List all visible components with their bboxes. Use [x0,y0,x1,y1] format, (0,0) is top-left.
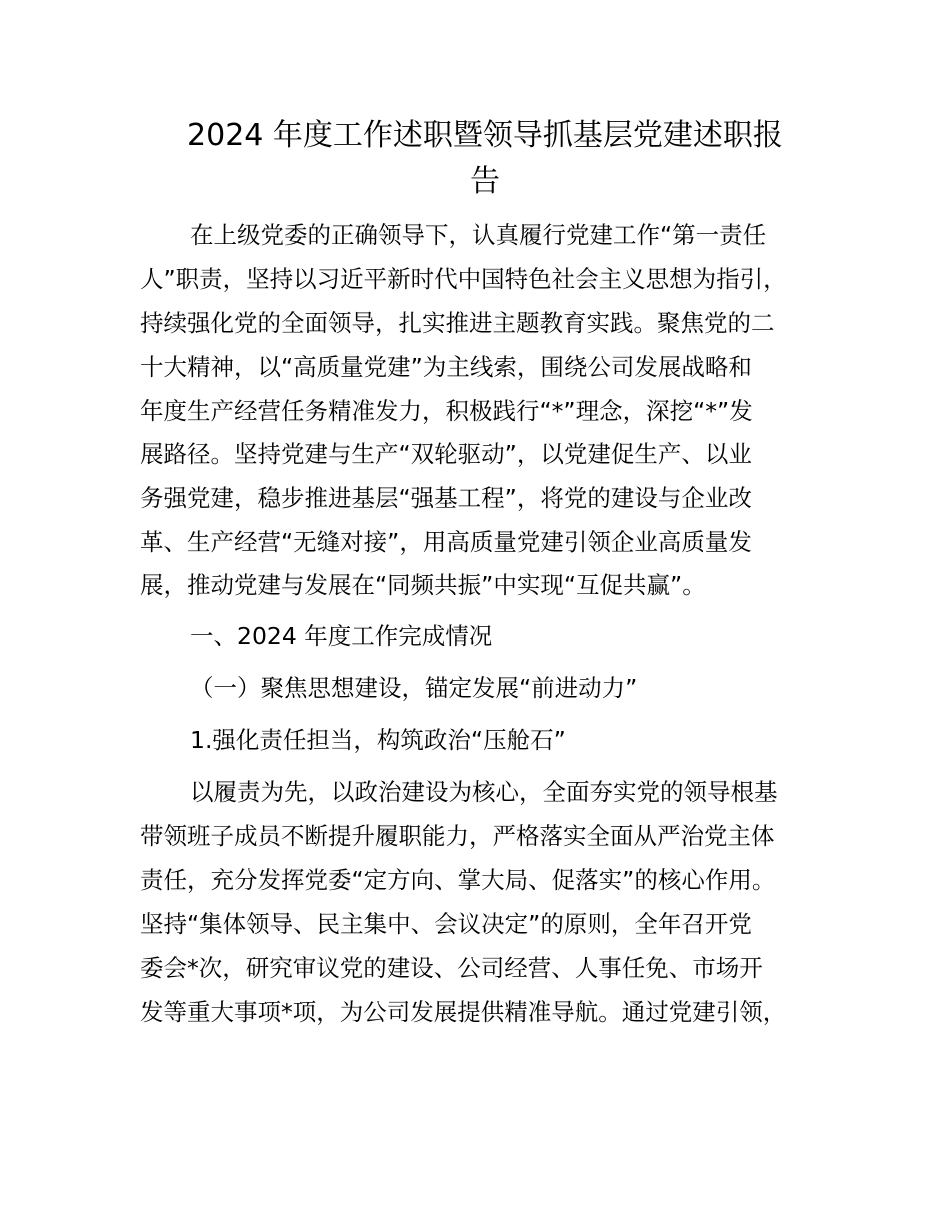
paragraph-line: 以履责为先，以政治建设为核心，全面夯实党的领导根基 [190,778,778,806]
paragraph-line: 年度生产经营任务精准发力，积极践行“*”理念，深挖“*”发 [140,397,753,425]
paragraph-line: 展，推动党建与发展在“同频共振”中实现“互促共赢”。 [140,571,706,599]
paragraph-line: 十大精神，以“高质量党建”为主线索，围绕公司发展战略和 [140,353,752,381]
paragraph-line: 坚持“集体领导、民主集中、会议决定”的原则，全年召开党 [140,910,752,938]
section-heading: 一、2024 年度工作完成情况 [190,622,493,650]
paragraph-line: 在上级党委的正确领导下，认真履行党建工作“第一责任 [190,221,767,249]
title-line-2: 告 [470,164,500,199]
subsection-heading: （一）聚焦思想建设，锚定发展“前进动力” [190,674,638,702]
paragraph-line: 委会*次，研究审议党的建设、公司经营、人事任免、市场开 [140,954,763,982]
item-heading: 1.强化责任担当，构筑政治“压舱石” [190,726,566,754]
paragraph-line: 带领班子成员不断提升履职能力，严格落实全面从严治党主体 [140,822,775,850]
paragraph-line: 发等重大事项*项，为公司发展提供精准导航。通过党建引领， [140,998,787,1026]
paragraph-line: 人”职责，坚持以习近平新时代中国特色社会主义思想为指引， [140,265,787,293]
paragraph-line: 持续强化党的全面领导，扎实推进主题教育实践。聚焦党的二 [140,309,775,337]
document-title [140,113,830,205]
paragraph-line: 展路径。坚持党建与生产“双轮驱动”，以党建促生产、以业 [140,440,752,468]
title-line-1: 2024 年度工作述职暨领导抓基层党建述职报 [187,118,783,153]
paragraph-line: 务强党建，稳步推进基层“强基工程”，将党的建设与企业改 [140,484,752,512]
paragraph-line: 责任，充分发挥党委“定方向、掌大局、促落实”的核心作用。 [140,866,776,894]
paragraph-line: 革、生产经营“无缝对接”，用高质量党建引领企业高质量发 [140,528,752,556]
